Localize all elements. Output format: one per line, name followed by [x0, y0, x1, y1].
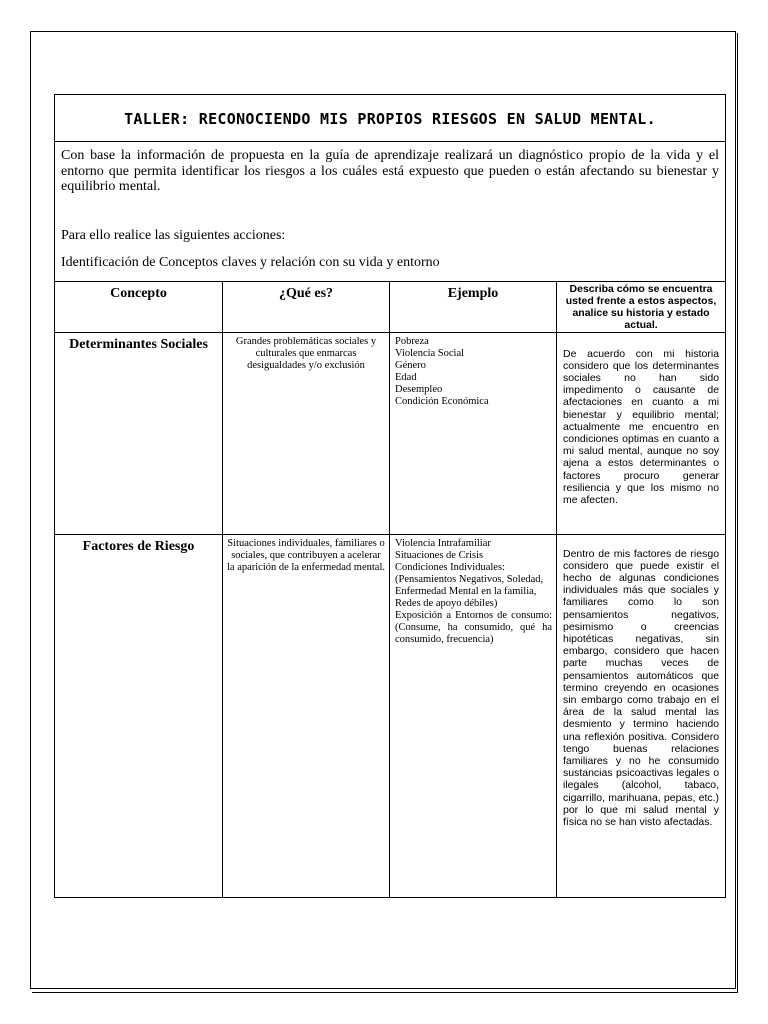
example-item: Situaciones de Crisis [395, 549, 484, 561]
example-item: Condiciones Individuales: (Pensamientos Negativos, Soledad, Enfermedad Mental en la familia, Redes de apoyo débiles) [395, 561, 544, 609]
intro-paragraph-3: Identificación de Conceptos claves y relación con su vida y entorno [61, 255, 440, 270]
example-item: Violencia Intrafamiliar [395, 537, 491, 549]
example-item: Desempleo [395, 383, 443, 395]
intro-paragraph-2: Para ello realice las siguientes acciones: [61, 227, 286, 243]
header-describa: Describa cómo se encuentra usted frente a estos aspectos, analice su historia y estado actual. [557, 281, 726, 332]
example-item: Género [395, 359, 426, 371]
intro-paragraph-1: Con base la información de propuesta en la guía de aprendizaje realizará un diagnóstico propio de la vida y el entorno que permita identificar los riesgos a los cuáles está expuesto que pueden o están afectando su bienestar y equilibrio mental. [61, 148, 720, 194]
table-row [55, 534, 726, 897]
example-item: Violencia Social [395, 347, 465, 359]
concept-cell: Factores de Riesgo [55, 534, 223, 897]
table-header-row [55, 281, 726, 332]
example-cell [390, 534, 557, 897]
workshop-table [54, 94, 726, 898]
description-cell: De acuerdo con mi historia considero que los determinantes sociales no han sido impedimento o causante de afectaciones en cuanto a mi bienestar y equilibrio mental; actualmente me encuentro en condiciones optimas en cuanto a mi salud mental, aunque no soy ajena a estos determinantes o factores procuro generar resiliencia y que los mismo no me afecten. [557, 332, 726, 534]
header-concepto: Concepto [55, 281, 223, 332]
example-cell [390, 332, 557, 534]
intro-cell [55, 142, 726, 282]
description-cell: Dentro de mis factores de riesgo considero que puede existir el hecho de algunas condiciones individuales más que sociales y familiares como lo son pensamientos negativos, pesimismo o creencias hipotéticas negativas, sin embargo, considero que hacen parte muchas veces de pensamientos automáticos que termino creyendo en ocasiones sin embargo como trabajo en el área de la salud mental las desmiento y termino haciendo una reflexión positiva. Considero tengo buenas relaciones familiares y no he consumido sustancias psicoactivas legales o ilegales (alcohol, tabaco, cigarrillo, marihuana, pepas, etc.) por lo que mi salud mental y física no se han visto afectadas. [557, 534, 726, 897]
example-item: Exposición a Entornos de consumo: (Consume, ha consumido, qué ha consumido, frecuencia) [395, 609, 552, 645]
definition-cell: Situaciones individuales, familiares o sociales, que contribuyen a acelerar la aparición de la enfermedad mental. [223, 534, 390, 897]
title-cell [55, 95, 726, 142]
table-row [55, 332, 726, 534]
definition-cell: Grandes problemáticas sociales y culturales que enmarcas desigualdades y/o exclusión [223, 332, 390, 534]
document-title: TALLER: RECONOCIENDO MIS PROPIOS RIESGOS EN SALUD MENTAL. [124, 109, 656, 128]
example-item: Pobreza [395, 335, 429, 347]
concept-cell: Determinantes Sociales [55, 332, 223, 534]
example-item: Edad [395, 371, 417, 383]
example-item: Condición Económica [395, 395, 489, 407]
header-que-es: ¿Qué es? [223, 281, 390, 332]
header-ejemplo: Ejemplo [390, 281, 557, 332]
